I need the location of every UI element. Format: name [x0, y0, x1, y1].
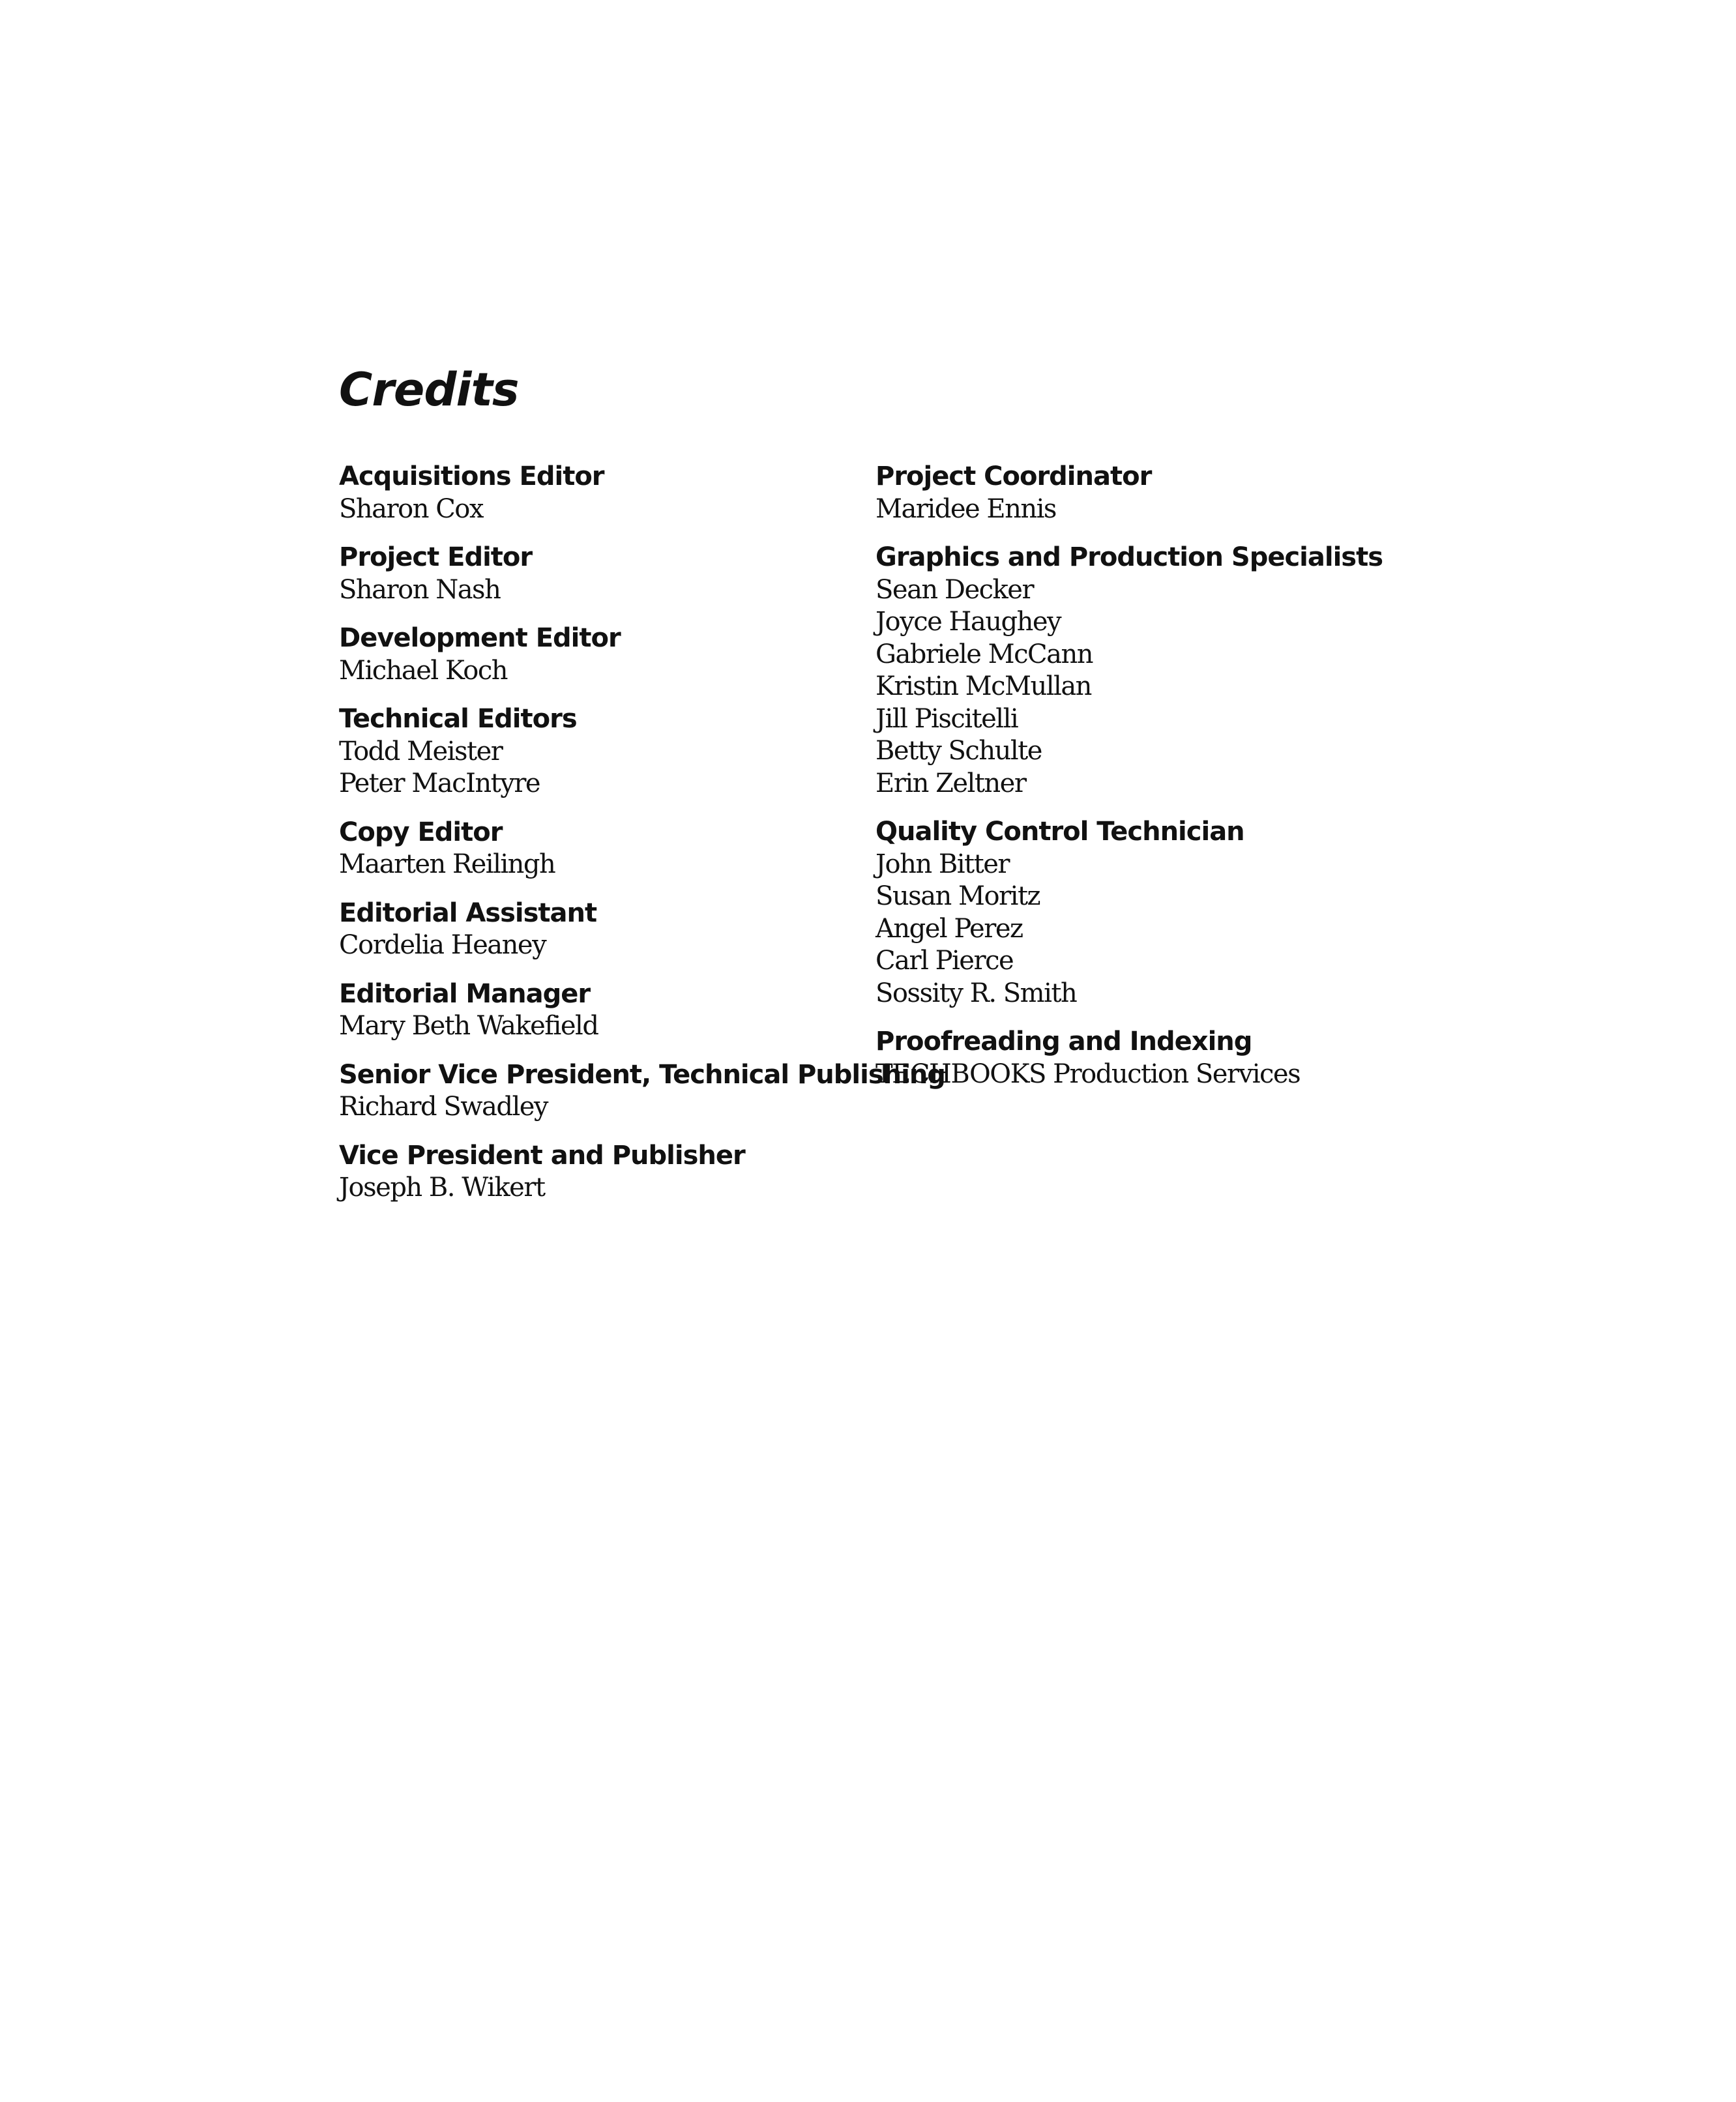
credit-name: Erin Zeltner — [875, 768, 1026, 798]
credit-section — [339, 817, 861, 881]
credit-section — [339, 461, 861, 525]
credit-section — [875, 1026, 1462, 1090]
credit-name: Carl Pierce — [875, 946, 1014, 976]
credit-name: Peter MacIntyre — [339, 768, 540, 798]
credit-role: Quality Control Technician — [875, 817, 1244, 847]
credit-role: Project Coordinator — [875, 461, 1152, 491]
credit-name: TECHBOOKS Production Services — [875, 1058, 1301, 1089]
credit-section — [339, 622, 861, 687]
credit-name: Michael Koch — [339, 655, 507, 686]
credit-name: Joseph B. Wikert — [339, 1173, 545, 1203]
credit-name: Maarten Reilingh — [339, 849, 555, 879]
credit-role: Proofreading and Indexing — [875, 1027, 1252, 1057]
credit-name: Sossity R. Smith — [875, 978, 1077, 1008]
page-title: Credits — [339, 363, 519, 416]
credit-section — [875, 816, 1462, 1010]
credit-role: Development Editor — [339, 623, 621, 653]
credit-name: Kristin McMullan — [875, 671, 1091, 701]
credit-name: Gabriele McCann — [875, 639, 1093, 669]
credit-name: Mary Beth Wakefield — [339, 1011, 598, 1041]
credit-role: Editorial Manager — [339, 978, 591, 1009]
credit-role: Project Editor — [339, 542, 533, 572]
credit-name: Todd Meister — [339, 736, 503, 766]
credit-name: Sean Decker — [875, 574, 1034, 605]
credit-section — [339, 1059, 945, 1124]
credit-section — [339, 1140, 861, 1204]
credit-role: Acquisitions Editor — [339, 461, 604, 491]
credit-role: Editorial Assistant — [339, 898, 597, 928]
credit-name: Cordelia Heaney — [339, 930, 546, 960]
credit-name: Jill Piscitelli — [875, 703, 1018, 734]
credit-section — [339, 898, 861, 962]
credit-name: Sharon Nash — [339, 574, 501, 605]
credit-section — [339, 978, 861, 1043]
credit-role: Technical Editors — [339, 704, 577, 734]
credit-section — [875, 461, 1462, 525]
credit-role: Copy Editor — [339, 817, 503, 847]
credit-name: Sharon Cox — [339, 493, 483, 524]
credit-name: Susan Moritz — [875, 881, 1040, 911]
credit-name: Maridee Ennis — [875, 493, 1056, 524]
credits-right-column — [875, 461, 1462, 1107]
credit-section — [339, 703, 861, 800]
credit-name: John Bitter — [875, 849, 1009, 879]
credit-section — [339, 542, 861, 606]
credit-name: Richard Swadley — [339, 1092, 548, 1122]
credit-role: Graphics and Production Specialists — [875, 542, 1383, 572]
credit-name: Betty Schulte — [875, 736, 1042, 766]
credit-name: Angel Perez — [875, 913, 1023, 944]
credit-section — [875, 542, 1462, 800]
credit-role: Senior Vice President, Technical Publishing — [339, 1059, 945, 1090]
credit-name: Joyce Haughey — [875, 607, 1061, 637]
credit-role: Vice President and Publisher — [339, 1140, 745, 1171]
